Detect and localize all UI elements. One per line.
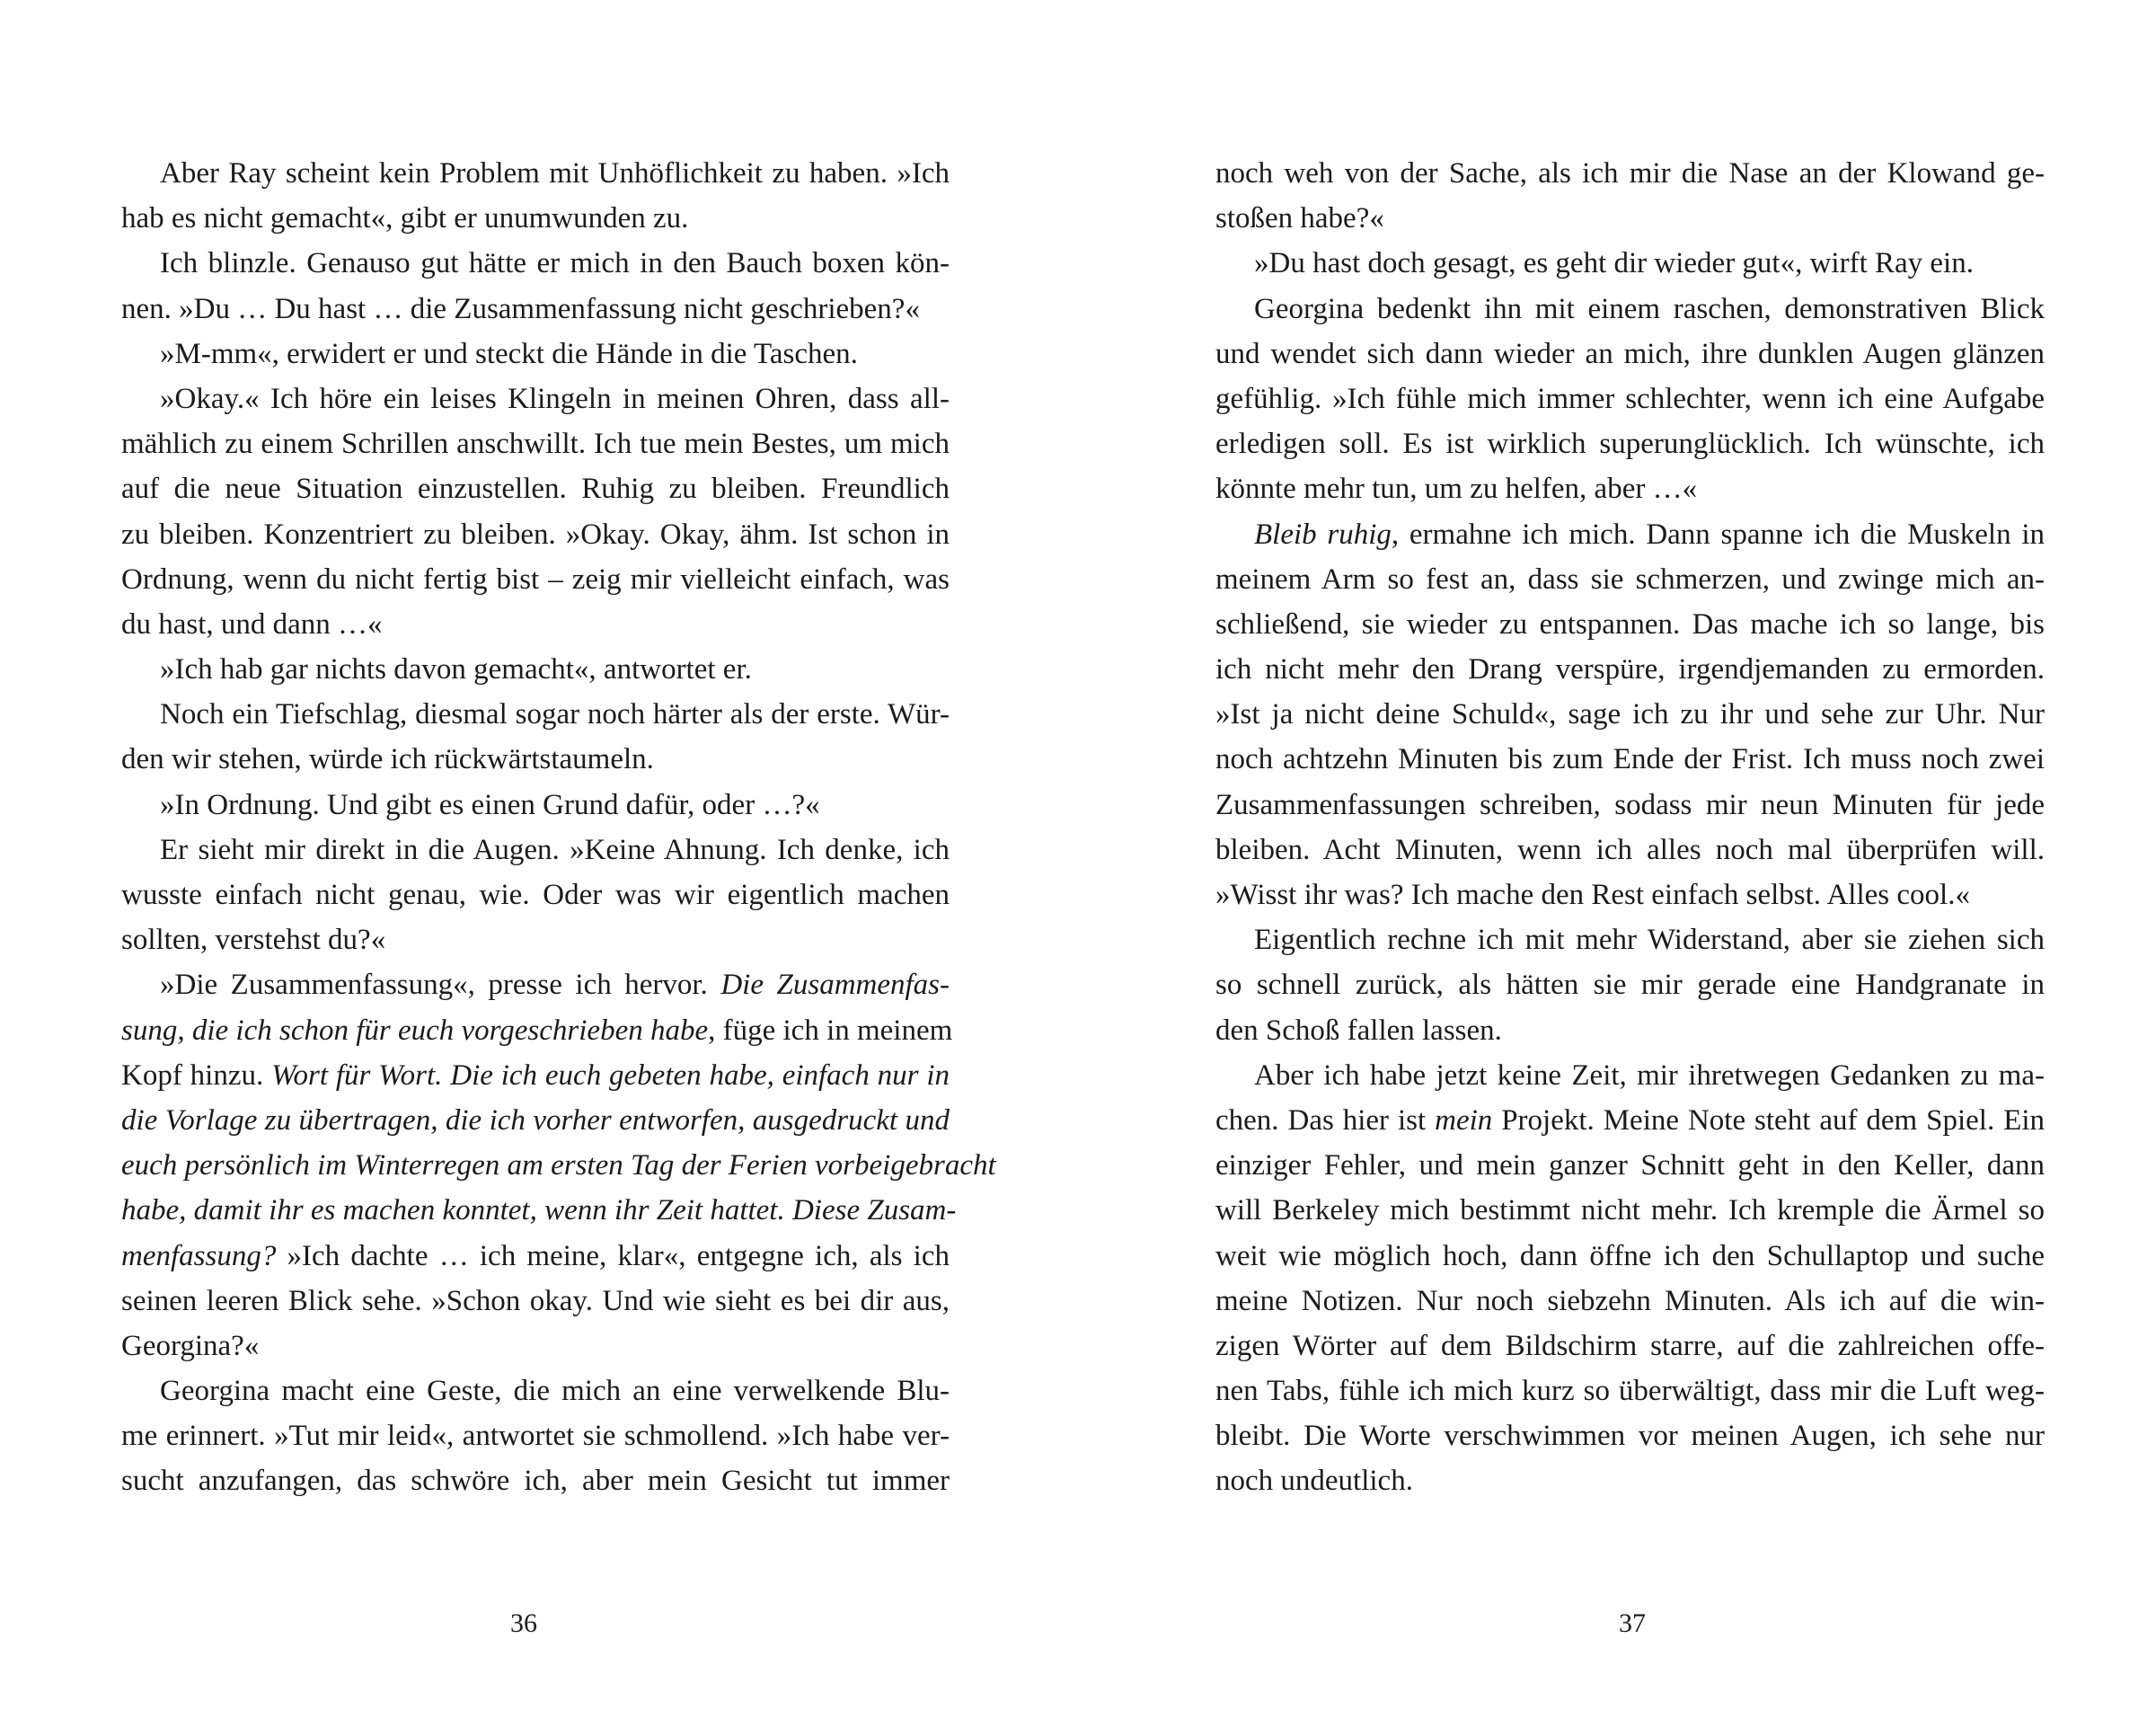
- text-run: Aber ich habe jetzt keine Zeit, mir ihretwegen Gedanken zu ma-: [1254, 1058, 2045, 1092]
- text-run: »In Ordnung. Und gibt es einen Grund dafür, oder …?«: [160, 788, 820, 821]
- text-line: [1215, 962, 2045, 1007]
- text-run: einziger Fehler, und mein ganzer Schnitt geht in den Keller, dann: [1215, 1149, 2045, 1182]
- text-line: [1215, 332, 2045, 376]
- text-run: könnte mehr tun, um zu helfen, aber …«: [1215, 473, 1698, 506]
- text-run: »Ist ja nicht deine Schuld«, sage ich zu ihr und sehe zur Uhr. Nur: [1215, 698, 2045, 731]
- text-line: [1215, 1053, 2045, 1098]
- text-line: [121, 962, 950, 1007]
- text-run: zu bleiben. Konzentriert zu bleiben. »Okay. Okay, ähm. Ist schon in: [121, 518, 950, 551]
- text-line: [121, 287, 950, 332]
- text-line: [121, 692, 950, 737]
- text-line: [121, 1053, 950, 1098]
- text-run: »Ich dachte … ich meine, klar«, entgegne ich, als ich: [276, 1239, 950, 1272]
- text-run: den Schoß fallen lassen.: [1215, 1014, 1502, 1047]
- text-run: Projekt. Meine Note steht auf dem Spiel. Ein: [1492, 1103, 2045, 1137]
- text-line: [1215, 376, 2045, 421]
- text-run: »M-mm«, erwidert er und steckt die Hände in die Taschen.: [160, 337, 858, 370]
- text-run: sucht anzufangen, das schwöre ich, aber mein Gesicht tut immer: [121, 1465, 950, 1498]
- italic-text: euch persönlich im Winterregen am ersten Tag der Ferien vorbeigebracht: [121, 1149, 996, 1182]
- text-line: [121, 1143, 996, 1188]
- text-run: mählich zu einem Schrillen anschwillt. Ich tue mein Bestes, um mich: [121, 428, 950, 461]
- text-line: [1215, 287, 2045, 332]
- text-run: , füge ich in meinem: [708, 1014, 953, 1047]
- text-run: stoßen habe?«: [1215, 202, 1384, 235]
- text-line: [1215, 1324, 2045, 1368]
- text-run: , ermahne ich mich. Dann spanne ich die Muskeln in: [1391, 518, 2045, 551]
- text-line: [121, 828, 950, 872]
- text-run: »Okay.« Ich höre ein leises Klingeln in meinen Ohren, dass all-: [160, 382, 950, 415]
- text-line: [1215, 1458, 2045, 1503]
- text-run: will Berkeley mich bestimmt nicht mehr. Ich kremple die Ärmel so: [1215, 1194, 2045, 1227]
- text-line: [1215, 1279, 2045, 1324]
- text-line: [1215, 692, 2045, 737]
- text-line: [1215, 557, 2045, 602]
- text-run: sollten, verstehst du?«: [121, 924, 386, 957]
- text-line: [121, 872, 950, 917]
- text-line: [1215, 737, 2045, 782]
- text-run: erledigen soll. Es ist wirklich superunglücklich. Ich wünschte, ich: [1215, 428, 2045, 461]
- text-run: Eigentlich rechne ich mit mehr Widerstand, aber sie ziehen sich: [1254, 924, 2045, 957]
- text-run: wusste einfach nicht genau, wie. Oder was wir eigentlich machen: [121, 879, 950, 911]
- text-line: [1215, 1234, 2045, 1279]
- text-line: [121, 512, 950, 557]
- text-line: [121, 332, 950, 376]
- text-line: [1215, 466, 2045, 511]
- text-line: [121, 1458, 950, 1503]
- text-line: [121, 1368, 950, 1413]
- text-line: [121, 151, 950, 196]
- text-line: [1215, 602, 2045, 647]
- text-line: [121, 241, 950, 286]
- text-run: Ich blinzle. Genauso gut hätte er mich in den Bauch boxen kön-: [160, 247, 950, 280]
- text-line: [1215, 151, 2045, 196]
- text-run: Er sieht mir direkt in die Augen. »Keine Ahnung. Ich denke, ich: [160, 833, 950, 866]
- text-line: [1215, 196, 2045, 241]
- body-text: [121, 151, 996, 1504]
- text-line: [1215, 1008, 2045, 1053]
- text-run: bleibt. Die Worte verschwimmen vor meinen Augen, ich sehe nur: [1215, 1420, 2045, 1453]
- text-line: [121, 421, 950, 466]
- text-line: [121, 602, 950, 647]
- text-line: [1215, 917, 2045, 962]
- text-run: ich nicht mehr den Drang verspüre, irgendjemanden zu ermorden.: [1215, 653, 2045, 686]
- text-line: [1215, 1413, 2045, 1458]
- text-run: noch undeutlich.: [1215, 1465, 1413, 1498]
- text-line: [1215, 783, 2045, 828]
- italic-text: habe, damit ihr es machen konntet, wenn ihr Zeit hattet. Diese Zusam-: [121, 1194, 957, 1227]
- text-line: [1215, 1098, 2045, 1143]
- text-line: [1215, 241, 2045, 286]
- text-run: auf die neue Situation einzustellen. Ruhig zu bleiben. Freundlich: [121, 473, 950, 506]
- text-run: chen. Das hier ist: [1215, 1103, 1436, 1137]
- text-line: [121, 466, 950, 511]
- text-run: Ordnung, wenn du nicht fertig bist – zeig mir vielleicht einfach, was: [121, 562, 950, 596]
- text-run: noch achtzehn Minuten bis zum Ende der Frist. Ich muss noch zwei: [1215, 743, 2045, 776]
- text-line: [121, 1413, 950, 1458]
- text-run: weit wie möglich hoch, dann öffne ich den Schullaptop und suche: [1215, 1239, 2045, 1272]
- text-run: »Ich hab gar nichts davon gemacht«, antwortet er.: [160, 653, 752, 686]
- italic-text: Die Zusammenfas-: [720, 969, 950, 1002]
- text-run: »Du hast doch gesagt, es geht dir wieder gut«, wirft Ray ein.: [1254, 247, 1974, 280]
- text-line: [121, 1008, 953, 1053]
- text-line: [121, 1324, 950, 1368]
- italic-text: mein: [1435, 1103, 1493, 1137]
- text-run: und wendet sich dann wieder an mich, ihre dunklen Augen glänzen: [1215, 337, 2045, 370]
- text-run: me erinnert. »Tut mir leid«, antwortet sie schmollend. »Ich habe ver-: [121, 1420, 950, 1453]
- text-line: [121, 376, 950, 421]
- text-line: [1215, 421, 2045, 466]
- text-run: seinen leeren Blick sehe. »Schon okay. Und wie sieht es bei dir aus,: [121, 1284, 950, 1317]
- text-run: Noch ein Tiefschlag, diesmal sogar noch härter als der erste. Wür-: [160, 698, 950, 731]
- text-run: nen Tabs, fühle ich mich kurz so überwältigt, dass mir die Luft weg-: [1215, 1375, 2045, 1408]
- text-line: [1215, 1368, 2045, 1413]
- text-line: [121, 783, 950, 828]
- italic-text: Wort für Wort. Die ich euch gebeten habe, einfach nur in: [271, 1058, 950, 1092]
- text-line: [1215, 1188, 2045, 1233]
- text-run: schließend, sie wieder zu entspannen. Das mache ich so lange, bis: [1215, 607, 2045, 641]
- text-run: noch weh von der Sache, als ich mir die Nase an der Klowand ge-: [1215, 157, 2045, 190]
- text-line: [121, 1098, 950, 1143]
- text-run: »Wisst ihr was? Ich mache den Rest einfach selbst. Alles cool.«: [1215, 879, 1970, 911]
- text-run: zigen Wörter auf dem Bildschirm starre, auf die zahlreichen offe-: [1215, 1329, 2045, 1362]
- text-line: [121, 557, 950, 602]
- right-page: [1078, 0, 2156, 1718]
- page-number: 36: [510, 1608, 537, 1638]
- text-run: meinem Arm so fest an, dass sie schmerzen, und zwinge mich an-: [1215, 562, 2045, 596]
- text-run: meine Notizen. Nur noch siebzehn Minuten. Als ich auf die win-: [1215, 1284, 2045, 1317]
- italic-text: menfassung?: [121, 1239, 277, 1272]
- text-line: [121, 647, 950, 692]
- text-line: [1215, 647, 2045, 692]
- italic-text: Bleib ruhig: [1254, 518, 1392, 551]
- text-line: [121, 196, 950, 241]
- text-run: bleiben. Acht Minuten, wenn ich alles noch mal überprüfen will.: [1215, 833, 2045, 866]
- text-run: gefühlig. »Ich fühle mich immer schlechter, wenn ich eine Aufgabe: [1215, 382, 2045, 415]
- body-text: [1215, 151, 2045, 1504]
- italic-text: sung, die ich schon für euch vorgeschrieben habe: [121, 1014, 709, 1047]
- text-run: nen. »Du … Du hast … die Zusammenfassung nicht geschrieben?«: [121, 292, 920, 325]
- text-line: [121, 737, 950, 782]
- text-run: Zusammenfassungen schreiben, sodass mir neun Minuten für jede: [1215, 788, 2045, 821]
- text-line: [1215, 1143, 2045, 1188]
- page-number: 37: [1619, 1608, 1646, 1638]
- text-run: Georgina macht eine Geste, die mich an eine verwelkende Blu-: [160, 1375, 950, 1408]
- text-line: [121, 1279, 950, 1324]
- text-run: Georgina?«: [121, 1329, 260, 1362]
- text-run: »Die Zusammenfassung«, presse ich hervor.: [160, 969, 721, 1002]
- text-run: du hast, und dann …«: [121, 607, 383, 641]
- text-run: Kopf hinzu.: [121, 1058, 272, 1092]
- text-line: [1215, 828, 2045, 872]
- text-line: [121, 917, 950, 962]
- text-run: Georgina bedenkt ihn mit einem raschen, demonstrativen Blick: [1254, 292, 2045, 325]
- italic-text: die Vorlage zu übertragen, die ich vorher entworfen, ausgedruckt und: [121, 1103, 950, 1137]
- text-line: [121, 1234, 950, 1279]
- text-line: [1215, 872, 2045, 917]
- text-run: Aber Ray scheint kein Problem mit Unhöflichkeit zu haben. »Ich: [160, 157, 950, 190]
- text-run: hab es nicht gemacht«, gibt er unumwunden zu.: [121, 202, 689, 235]
- text-run: den wir stehen, würde ich rückwärtstaumeln.: [121, 743, 654, 776]
- text-line: [121, 1188, 957, 1233]
- text-run: so schnell zurück, als hätten sie mir gerade eine Handgranate in: [1215, 969, 2045, 1002]
- text-line: [1215, 512, 2045, 557]
